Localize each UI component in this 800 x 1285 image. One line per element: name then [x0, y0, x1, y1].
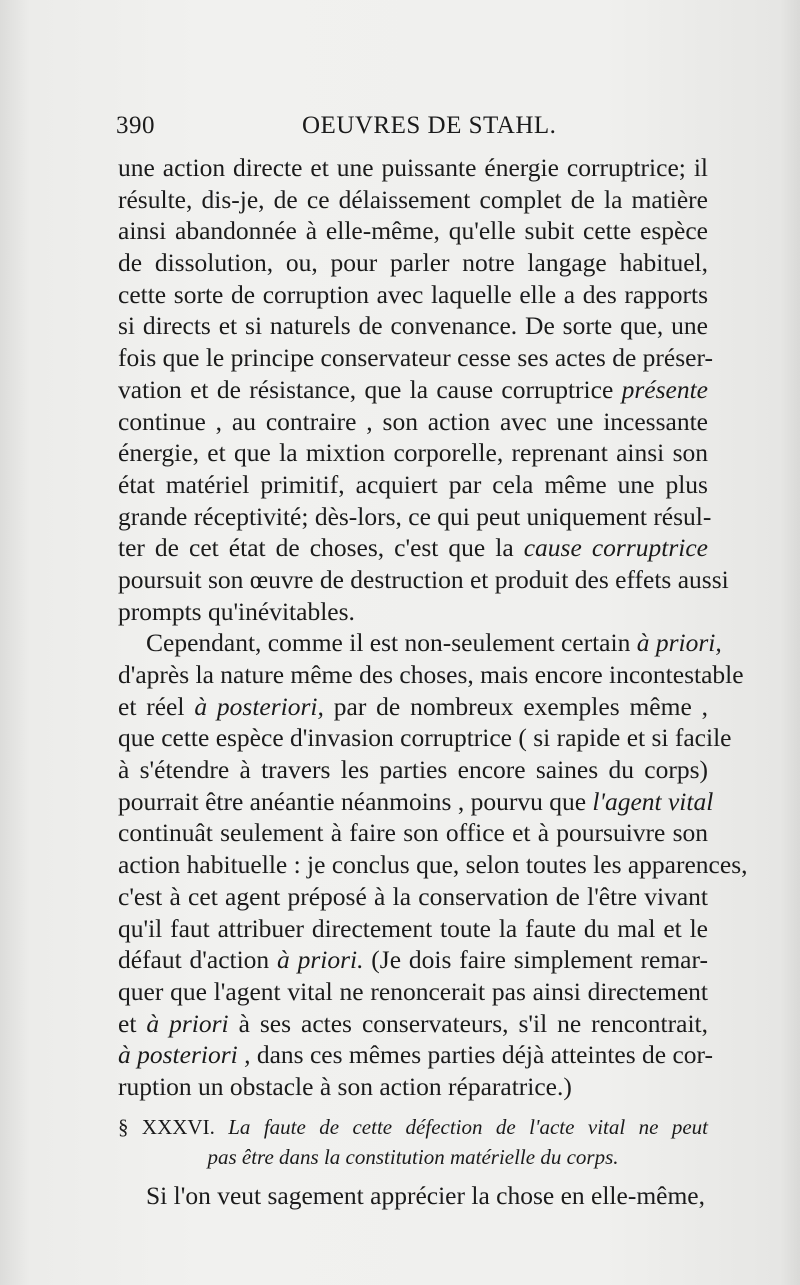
section-heading-line2 — [118, 1142, 708, 1172]
italic-text: présente — [621, 374, 708, 404]
body-line — [118, 374, 708, 406]
body-line — [118, 849, 748, 881]
body-line — [118, 1039, 714, 1071]
line-text: c'est à cet agent préposé à la conservation de l'être vivant — [118, 881, 708, 911]
line-text: que cette espèce d'invasion corruptrice ( si rapide et si facile — [118, 723, 732, 753]
body-line — [118, 310, 708, 342]
line-text: qu'il faut attribuer directement toute la faute du mal et le — [118, 913, 708, 943]
line-text: et réel — [118, 691, 195, 721]
italic-text: à priori, — [636, 628, 722, 658]
body-line — [118, 659, 744, 691]
body-line — [118, 247, 708, 279]
body-line — [118, 532, 708, 564]
body-line — [118, 976, 708, 1008]
line-text: cette sorte de corruption avec laquelle elle a des rapports — [118, 279, 708, 309]
page-number: 390 — [116, 112, 155, 139]
running-head: OEUVRES DE STAHL. — [302, 112, 557, 139]
body-line — [118, 564, 729, 596]
page-header — [116, 112, 708, 148]
body-line — [118, 913, 708, 945]
line-text: pourrait être anéantie néanmoins , pourvu que — [118, 786, 593, 816]
line-text: état matériel primitif, acquiert par cela même une plus — [118, 469, 708, 499]
body-line — [118, 342, 713, 374]
line-text: ainsi abandonnée à elle-même, qu'elle subit cette espèce — [118, 216, 708, 246]
body-line — [118, 469, 708, 501]
body-line — [118, 627, 722, 659]
italic-text: à priori. — [277, 945, 364, 975]
line-text: à s'étendre à travers les parties encore saines du corps) — [118, 755, 708, 785]
body-line — [118, 1071, 708, 1103]
line-text: Cependant, comme il est non-seulement certain — [146, 628, 637, 658]
body-line — [118, 152, 708, 184]
body-line — [118, 279, 708, 311]
line-text: fois que le principe conservateur cesse ses actes de préser- — [118, 343, 713, 373]
body-line-final — [118, 1180, 708, 1212]
italic-text: à posteriori, — [194, 691, 324, 721]
line-text: dans ces mêmes parties déjà atteintes de cor- — [250, 1040, 714, 1070]
line-text: quer que l'agent vital ne renoncerait pas ainsi directement — [118, 976, 708, 1006]
italic-text: à priori — [146, 1008, 229, 1038]
body-line — [118, 184, 708, 216]
body-line — [118, 501, 712, 533]
body-line — [118, 215, 708, 247]
italic-text: cause corruptrice — [523, 533, 708, 563]
line-text: grande réceptivité; dès-lors, ce qui peut uniquement résul- — [118, 501, 712, 531]
body-line — [118, 881, 708, 913]
italic-text: l'agent vital — [592, 786, 714, 816]
line-text: par de nombreux exemples même , — [323, 691, 709, 721]
section-title-1: La faute de cette défection de l'acte vital ne peut — [228, 1114, 709, 1139]
section-title-2: pas être dans la constitution matérielle du corps. — [207, 1144, 619, 1169]
line-text: à ses actes conservateurs, s'il ne rencontrait, — [228, 1008, 708, 1038]
section-number: § XXXVI. — [118, 1114, 215, 1139]
body-line — [118, 786, 714, 818]
line-text: prompts qu'inévitables. — [118, 596, 355, 626]
body-line — [118, 437, 708, 469]
line-text: vation et de résistance, que la cause corruptrice — [118, 374, 622, 404]
body-line — [118, 1008, 708, 1040]
italic-text: à posteriori , — [118, 1040, 251, 1070]
line-text: une action directe et une puissante énergie corruptrice; il — [118, 153, 708, 182]
body-line — [118, 944, 708, 976]
line-text: de dissolution, ou, pour parler notre langage habituel, — [118, 248, 708, 278]
body-line — [118, 754, 708, 786]
body-text — [118, 152, 748, 1211]
paragraph-lines — [118, 152, 748, 1103]
line-text: et — [118, 1008, 147, 1038]
line-text: ruption un obstacle à son action réparatrice.) — [118, 1071, 572, 1101]
line-text: continue , au contraire , son action avec une incessante — [118, 406, 708, 436]
line-text: (Je dois faire simplement remar- — [363, 945, 708, 975]
line-text: poursuit son œuvre de destruction et produit des effets aussi — [118, 564, 729, 594]
line-text: résulte, dis-je, de ce délaissement complet de la matière — [118, 184, 708, 214]
section-heading-line1 — [118, 1112, 708, 1142]
line-text: action habituelle : je conclus que, selon toutes les apparences, — [118, 850, 748, 880]
body-line — [118, 691, 708, 723]
line-text: continuât seulement à faire son office et à poursuivre son — [118, 818, 708, 848]
line-text: si directs et si naturels de convenance. De sorte que, une — [118, 311, 708, 341]
line-text: défaut d'action — [118, 945, 278, 975]
line-text: d'après la nature même des choses, mais encore incontestable — [118, 660, 744, 689]
line-text: ter de cet état de choses, c'est que la — [118, 533, 524, 563]
final-line-text: Si l'on veut sagement apprécier la chose en elle-même, — [146, 1180, 705, 1210]
body-line — [118, 406, 708, 438]
line-text: énergie, et que la mixtion corporelle, reprenant ainsi son — [118, 438, 708, 468]
body-line — [118, 817, 708, 849]
body-line — [118, 596, 708, 628]
body-line — [118, 722, 732, 754]
